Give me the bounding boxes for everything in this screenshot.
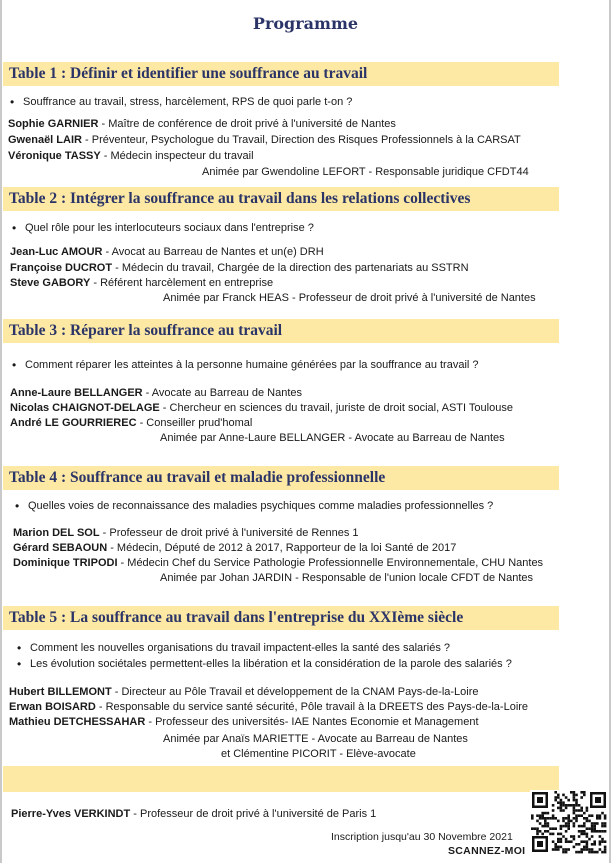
table-5-question-1: • Comment les nouvelles organisations du travail impactent-elles la santé des salariés ?: [30, 642, 450, 654]
table-5-heading: Table 5 : La souffrance au travail dans l'entreprise du XXIème siècle: [3, 606, 559, 630]
speaker-name: Pierre-Yves VERKINDT: [11, 808, 131, 820]
speaker-name: Jean-Luc AMOUR: [10, 246, 103, 258]
table-3-question-1: • Comment réparer les atteintes à la personne humaine générées par la souffrance au travail ?: [25, 359, 479, 371]
table-1-speaker-1: [8, 118, 396, 130]
closing-band: [3, 766, 559, 792]
speaker-role: - Professeur de droit privé à l'université de Paris 1: [130, 808, 377, 820]
table-2-speaker-1: [10, 246, 324, 258]
table-5-speaker-2: [9, 701, 528, 713]
speaker-role: - Médecin du travail, Chargée de la direction des partenariats au SSTRN: [112, 262, 469, 274]
speaker-name: André LE GOURRIEREC: [10, 417, 137, 429]
table-5-speaker-1: [9, 686, 479, 698]
speaker-role: - Professeur de droit privé à l'université de Rennes 1: [99, 527, 359, 539]
closing-speaker: [11, 808, 376, 820]
scan-label: SCANNEZ-MOI: [448, 845, 526, 857]
table-1-moderator: Animée par Gwendoline LEFORT - Responsable juridique CFDT44: [202, 166, 529, 178]
table-3-heading: Table 3 : Réparer la souffrance au travail: [3, 319, 559, 343]
table-1-speaker-3: [8, 150, 254, 162]
speaker-name: Françoise DUCROT: [10, 262, 113, 274]
qr-code-icon[interactable]: [530, 790, 608, 854]
table-4-speaker-2: [13, 542, 456, 554]
table-4-heading: Table 4 : Souffrance au travail et maladie professionnelle: [3, 466, 559, 490]
speaker-name: Marion DEL SOL: [13, 527, 100, 539]
speaker-name: Gérard SEBAOUN: [13, 542, 108, 554]
page-title: Programme: [252, 14, 359, 33]
speaker-role: - Conseiller prud'homal: [136, 417, 253, 429]
speaker-role: - Chercheur en sciences du travail, juriste de droit social, ASTI Toulouse: [159, 402, 513, 414]
speaker-role: - Référent harcèlement en entreprise: [90, 277, 274, 289]
table-3-speaker-1: [10, 387, 302, 399]
table-2-moderator: Animée par Franck HEAS - Professeur de droit privé à l'université de Nantes: [163, 292, 536, 304]
table-4-speaker-3: [13, 557, 543, 569]
table-2-question-1: • Quel rôle pour les interlocuteurs sociaux dans l'entreprise ?: [25, 222, 314, 234]
table-4-moderator: Animée par Johan JARDIN - Responsable de l'union locale CFDT de Nantes: [160, 572, 534, 584]
speaker-name: Anne-Laure BELLANGER: [10, 387, 143, 399]
speaker-role: - Directeur au Pôle Travail et développement de la CNAM Pays-de-la-Loire: [111, 686, 479, 698]
speaker-name: Steve GABORY: [10, 277, 91, 289]
table-3-speaker-3: [10, 417, 252, 429]
table-2-speaker-2: [10, 262, 469, 274]
registration-deadline: Inscription jusqu'au 30 Novembre 2021: [331, 831, 513, 843]
table-1-heading: Table 1 : Définir et identifier une souffrance au travail: [3, 62, 559, 86]
speaker-name: Hubert BILLEMONT: [9, 686, 112, 698]
speaker-role: - Médecin, Député de 2012 à 2017, Rapporteur de la loi Santé de 2017: [107, 542, 457, 554]
speaker-role: - Avocat au Barreau de Nantes et un(e) DRH: [102, 246, 324, 258]
speaker-name: Dominique TRIPODI: [13, 557, 118, 569]
speaker-name: Nicolas CHAIGNOT-DELAGE: [10, 402, 160, 414]
table-3-speaker-2: [10, 402, 513, 414]
table-4-speaker-1: [13, 527, 359, 539]
table-5-question-2: • Les évolution sociétales permettent-elles la libération et la considération de la parole des salariés ?: [30, 658, 512, 670]
table-2-heading: Table 2 : Intégrer la souffrance au travail dans les relations collectives: [3, 187, 559, 211]
table-4-question-1: • Quelles voies de reconnaissance des maladies psychiques comme maladies professionnelles ?: [28, 500, 493, 512]
speaker-name: Mathieu DETCHESSAHAR: [9, 716, 146, 728]
table-1-speaker-2: [8, 134, 521, 146]
table-1-question-1: • Souffrance au travail, stress, harcèlement, RPS de quoi parle t-on ?: [23, 96, 352, 108]
table-5-speaker-3: [9, 716, 479, 728]
page-border-left: [0, 0, 2, 863]
speaker-role: - Responsable du service santé sécurité, Pôle travail à la DREETS des Pays-de-la-Loire: [95, 701, 529, 713]
speaker-role: - Maître de conférence de droit privé à l'université de Nantes: [98, 118, 396, 130]
speaker-role: - Professeur des universités- IAE Nantes Economie et Management: [145, 716, 479, 728]
speaker-name: Erwan BOISARD: [9, 701, 96, 713]
table-3-moderator: Animée par Anne-Laure BELLANGER - Avocate au Barreau de Nantes: [160, 432, 505, 444]
table-5-moderator-2: et Clémentine PICORIT - Elève-avocate: [221, 748, 416, 760]
speaker-name: Gwenaël LAIR: [8, 134, 82, 146]
speaker-name: Sophie GARNIER: [8, 118, 99, 130]
speaker-role: - Médecin inspecteur du travail: [100, 150, 254, 162]
table-2-speaker-3: [10, 277, 273, 289]
speaker-role: - Médecin Chef du Service Pathologie Professionnelle Environnementale, CHU Nantes: [117, 557, 544, 569]
speaker-name: Véronique TASSY: [8, 150, 101, 162]
speaker-role: - Préventeur, Psychologue du Travail, Direction des Risques Professionnels à la CARSAT: [81, 134, 521, 146]
speaker-role: - Avocate au Barreau de Nantes: [142, 387, 303, 399]
table-5-moderator-1: Animée par Anaïs MARIETTE - Avocate au Barreau de Nantes: [163, 733, 468, 745]
